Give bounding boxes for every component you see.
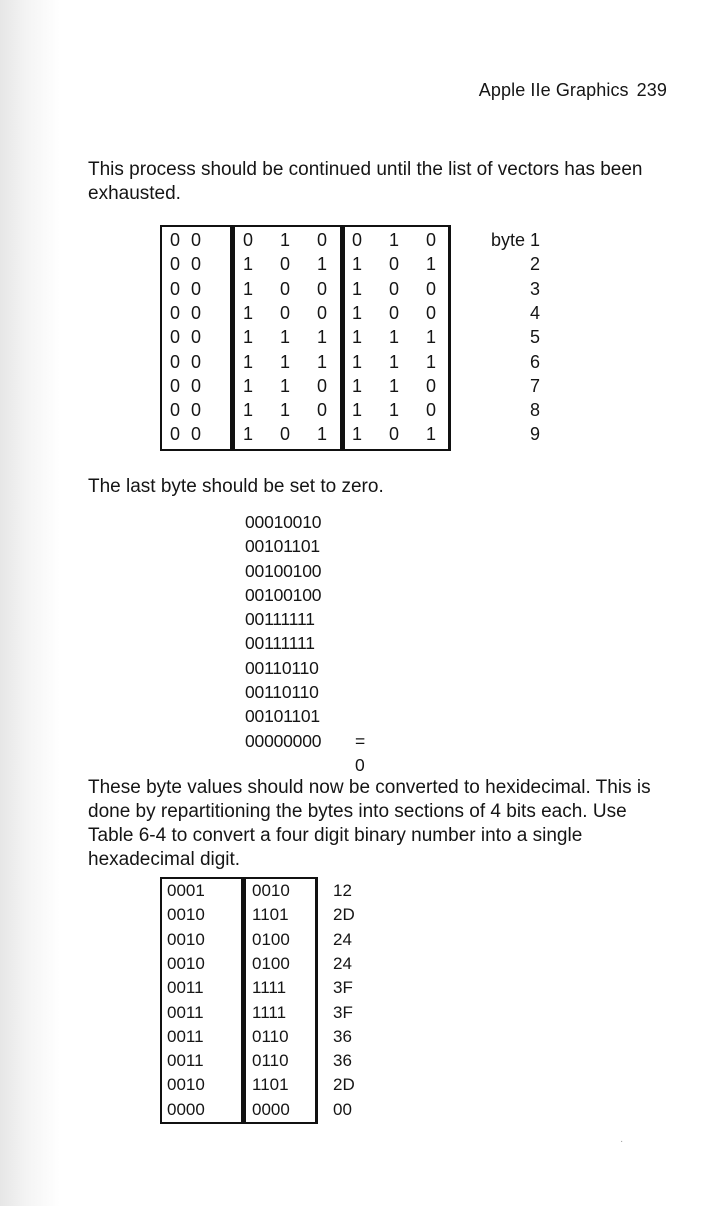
bit-cell: 0 — [169, 230, 180, 250]
byte-value-text: 00110110 — [245, 657, 319, 678]
paragraph-last-byte: The last byte should be set to zero. — [88, 476, 384, 497]
bit-cell: 1 — [351, 375, 362, 396]
low-nibble: 0000 — [252, 1099, 290, 1119]
high-nibble: 0010 — [167, 929, 205, 949]
high-nibble: 0000 — [167, 1099, 205, 1119]
bit-cell: 0 — [279, 254, 290, 275]
bit-cell: 0 — [190, 302, 201, 323]
bit-cell: 1 — [242, 254, 253, 275]
bit-cell: 0 — [169, 278, 180, 299]
bit-cell: 0 — [425, 230, 436, 250]
bit-cell: 1 — [388, 400, 399, 421]
bit-cell: 1 — [388, 375, 399, 396]
bit-cell: 0 — [425, 375, 436, 396]
bit-cell: 0 — [351, 230, 362, 250]
byte-value — [245, 631, 321, 655]
bit-cell: 1 — [242, 351, 253, 372]
byte-value — [245, 510, 321, 534]
low-nibble: 0110 — [252, 1051, 289, 1071]
byte-value-text: 00101101 — [245, 536, 320, 557]
bit-cell: 0 — [242, 230, 253, 250]
bit-cell: 1 — [316, 424, 327, 445]
bit-cell: 1 — [242, 400, 253, 421]
byte-value — [245, 607, 321, 631]
bit-cell: 0 — [388, 254, 399, 275]
bit-cell: 1 — [316, 254, 327, 275]
high-nibble: 0010 — [167, 905, 205, 925]
byte-value-text: 00100100 — [245, 584, 322, 605]
byte-value-text: 00101101 — [245, 706, 320, 727]
byte-index-label: 8 — [529, 400, 540, 421]
header-title: Apple IIe Graphics — [478, 80, 629, 100]
high-nibble: 0011 — [167, 978, 204, 998]
paragraph-convert-hex: These byte values should now be converted to hexidecimal. This is done by repartitioning the bytes into sections of 4 bits each. Use Table 6-4 to convert a four digit binary number into a single hexadecimal digit. — [88, 777, 651, 870]
low-nibble: 0100 — [252, 953, 290, 973]
page-gutter-shadow — [0, 0, 60, 1206]
paragraph-continue-process: This process should be continued until the list of vectors has been exhausted. — [88, 159, 643, 204]
bit-cell: 0 — [316, 278, 327, 299]
bit-cell: 0 — [169, 375, 180, 396]
bit-cell: 1 — [351, 302, 362, 323]
bit-cell: 1 — [279, 230, 290, 250]
vector-grid-row — [160, 327, 540, 351]
bit-cell: 1 — [351, 278, 362, 299]
vector-grid-row — [160, 254, 540, 278]
byte-index-label: 6 — [529, 351, 540, 372]
bit-cell: 0 — [279, 424, 290, 445]
low-nibble: 0010 — [252, 881, 290, 900]
high-nibble: 0001 — [167, 881, 205, 900]
bit-cell: 1 — [351, 424, 362, 445]
vector-grid-row — [160, 375, 540, 400]
bit-cell: 1 — [351, 351, 362, 372]
bit-cell: 1 — [388, 327, 399, 348]
bit-cell: 0 — [190, 400, 201, 421]
byte-index-label: 4 — [529, 302, 540, 323]
hex-value: 24 — [333, 929, 352, 949]
byte-list — [245, 510, 366, 775]
bit-cell: 0 — [169, 424, 180, 445]
bit-cell: 0 — [316, 230, 327, 250]
page-number: 239 — [636, 80, 667, 100]
hex-value: 3F — [333, 1002, 353, 1022]
byte-value-text: 00111111 — [245, 633, 315, 654]
hex-value: 2D — [333, 1075, 355, 1095]
bit-cell: 0 — [316, 302, 327, 323]
bit-cell: 0 — [190, 327, 201, 348]
byte-value — [245, 583, 321, 607]
bit-cell: 1 — [316, 327, 327, 348]
byte-index-label: 2 — [529, 254, 540, 275]
byte-value-text: 00110110 — [245, 682, 319, 703]
bit-cell: 1 — [279, 351, 290, 372]
bit-cell: 0 — [169, 400, 180, 421]
high-nibble: 0010 — [167, 953, 205, 973]
hex-value: 2D — [333, 905, 355, 925]
bit-cell: 1 — [425, 351, 436, 372]
low-nibble: 0100 — [252, 929, 290, 949]
bit-cell: 0 — [190, 351, 201, 372]
vector-grid-row — [160, 400, 540, 424]
bit-cell: 0 — [169, 351, 180, 372]
bit-cell: 0 — [169, 302, 180, 323]
bit-cell: 1 — [425, 424, 436, 445]
vector-grid-row — [160, 278, 540, 303]
high-nibble: 0011 — [167, 1051, 204, 1071]
bit-cell: 0 — [425, 278, 436, 299]
hex-value: 00 — [333, 1099, 352, 1119]
bit-cell: 0 — [388, 424, 399, 445]
low-nibble: 0110 — [252, 1026, 289, 1046]
bit-cell: 0 — [190, 254, 201, 275]
bit-cell: 1 — [242, 327, 253, 348]
low-nibble: 1101 — [252, 1075, 289, 1095]
bit-cell: 0 — [425, 302, 436, 323]
bit-cell: 1 — [279, 327, 290, 348]
bit-cell: 0 — [388, 278, 399, 299]
running-header — [479, 80, 667, 101]
bit-cell: 1 — [242, 302, 253, 323]
byte-value — [245, 704, 321, 728]
low-nibble: 1101 — [252, 905, 289, 925]
byte-value-text: 00111111 — [245, 609, 315, 630]
vector-grid-row — [160, 351, 540, 376]
bit-cell: 1 — [425, 327, 436, 348]
byte-index-label: 3 — [529, 278, 540, 299]
byte-index-label: byte 1 — [490, 230, 540, 250]
byte-value — [245, 729, 366, 775]
zero-note: = 0 — [355, 730, 366, 775]
hex-value: 36 — [333, 1051, 352, 1071]
hex-value: 36 — [333, 1026, 352, 1046]
byte-value — [245, 534, 321, 558]
bit-cell: 1 — [279, 375, 290, 396]
bit-cell: 1 — [279, 400, 290, 421]
bit-cell: 1 — [388, 351, 399, 372]
bit-cell: 0 — [190, 375, 201, 396]
bit-cell: 1 — [351, 400, 362, 421]
vector-grid-row — [160, 230, 540, 254]
bit-cell: 0 — [190, 230, 201, 250]
bit-cell: 0 — [388, 302, 399, 323]
vector-grid-row — [160, 424, 540, 448]
byte-value-text: 00100100 — [245, 560, 322, 581]
bit-cell: 1 — [242, 278, 253, 299]
bit-cell: 0 — [316, 375, 327, 396]
high-nibble: 0011 — [167, 1026, 204, 1046]
bit-cell: 1 — [351, 327, 362, 348]
byte-value-text: 00000000 — [245, 730, 322, 751]
bit-cell: 1 — [316, 351, 327, 372]
byte-value — [245, 656, 321, 680]
byte-value — [245, 559, 321, 583]
bit-cell: 0 — [316, 400, 327, 421]
high-nibble: 0010 — [167, 1075, 205, 1095]
bit-cell: 1 — [388, 230, 399, 250]
bit-cell: 0 — [190, 424, 201, 445]
bit-cell: 1 — [242, 375, 253, 396]
bit-cell: 0 — [425, 400, 436, 421]
hex-value: 12 — [333, 881, 352, 900]
bit-cell: 1 — [425, 254, 436, 275]
bit-cell: 1 — [351, 254, 362, 275]
bit-cell: 0 — [190, 278, 201, 299]
hex-value: 3F — [333, 978, 353, 998]
byte-index-label: 7 — [529, 375, 540, 396]
byte-value-text: 00010010 — [245, 512, 322, 532]
high-nibble: 0011 — [167, 1002, 204, 1022]
low-nibble: 1111 — [252, 978, 287, 998]
vector-grid-row — [160, 302, 540, 327]
bit-cell: 1 — [242, 424, 253, 445]
bit-cell: 0 — [279, 302, 290, 323]
hex-value: 24 — [333, 953, 352, 973]
vector-bit-grid — [160, 225, 540, 454]
scan-speck: · — [620, 1136, 624, 1147]
bit-cell: 0 — [169, 254, 180, 275]
byte-index-label: 5 — [529, 327, 540, 348]
byte-value — [245, 680, 321, 704]
byte-index-label: 9 — [529, 424, 540, 445]
bit-cell: 0 — [279, 278, 290, 299]
low-nibble: 1111 — [252, 1002, 287, 1022]
bit-cell: 0 — [169, 327, 180, 348]
